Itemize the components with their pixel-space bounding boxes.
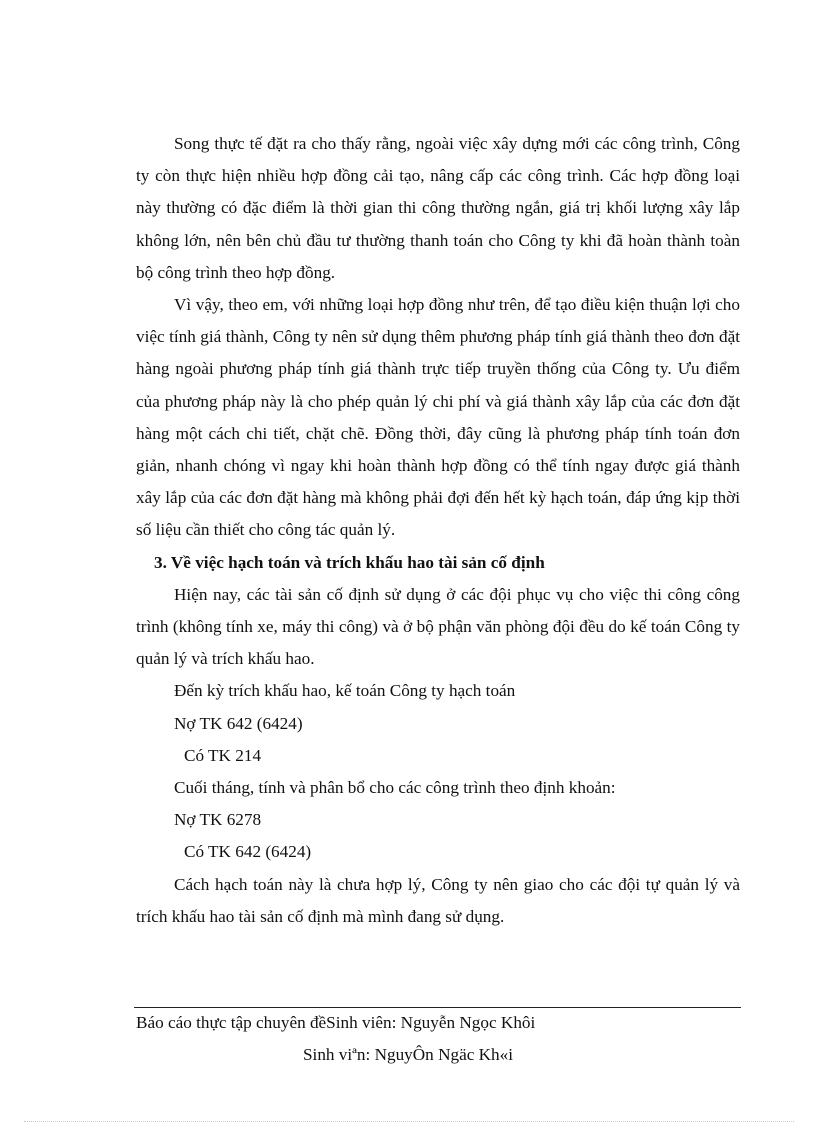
debit-entry: Nợ TK 6278 [174,810,262,830]
paragraph: Vì vậy, theo em, với những loại hợp đồng như trên, để tạo điều kiện thuận lợi cho việc tính giá thành, Công ty nên sử dụng thêm phương pháp tính giá thành theo đơn đặt hàng ngoài phương pháp tính giá thành trực tiếp truyền thống của Công ty. Ưu điểm của phương pháp này là cho phép quản lý chi phí và giá thành xây lắp của các đơn đặt hàng một cách chi tiết, chặt chẽ. Đồng thời, đây cũng là phương pháp tính toán đơn giản, nhanh chóng vì ngay khi hoàn thành hợp đồng có thể tính ngay được giá thành xây lắp của các đơn đặt hàng mà không phải đợi đến hết kỳ hạch toán, đáp ứng kịp thời số liệu cần thiết cho công tác quản lý. [136,295,740,540]
paragraph: Song thực tế đặt ra cho thấy rằng, ngoài việc xây dựng mới các công trình, Công ty còn thực hiện nhiều hợp đồng cải tạo, nâng cấp các công trình. Các hợp đồng loại này thường có đặc điểm là thời gian thi công thường ngắn, giá trị khối lượng xây lắp không lớn, nên bên chủ đầu tư thường thanh toán cho Công ty khi đã hoàn thành toàn bộ công trình theo hợp đồng. [136,134,740,282]
footer-report-line: Báo cáo thực tập chuyên đềSinh viên: Nguyễn Ngọc Khôi [136,1013,536,1032]
page-bottom-edge [24,1121,794,1122]
document-body [136,128,740,933]
closing-paragraph: Cách hạch toán này là chưa hợp lý, Công ty nên giao cho các đội tự quản lý và trích khấu hao tài sản cố định mà mình đang sử dụng. [136,874,740,926]
section-paragraph: Hiện nay, các tài sản cố định sử dụng ở các đội phục vụ cho việc thi công công trình (không tính xe, máy thi công) và ở bộ phận văn phòng đội đều do kế toán Công ty quản lý và trích khấu hao. [136,584,740,669]
footer-divider [134,1007,741,1008]
credit-entry: Có TK 214 [184,745,262,765]
debit-entry: Nợ TK 642 (6424) [174,713,303,733]
entry-intro: Đến kỳ trích khấu hao, kế toán Công ty hạch toán [174,681,516,701]
section-heading: 3. Về việc hạch toán và trích khấu hao tài sản cố định [154,552,545,572]
footer-student-line: Sinh viªn: NguyÔn Ngäc Kh«i [302,1045,514,1064]
credit-entry: Có TK 642 (6424) [184,842,312,862]
entry-intro: Cuối tháng, tính và phân bổ cho các công trình theo định khoản: [174,778,616,798]
